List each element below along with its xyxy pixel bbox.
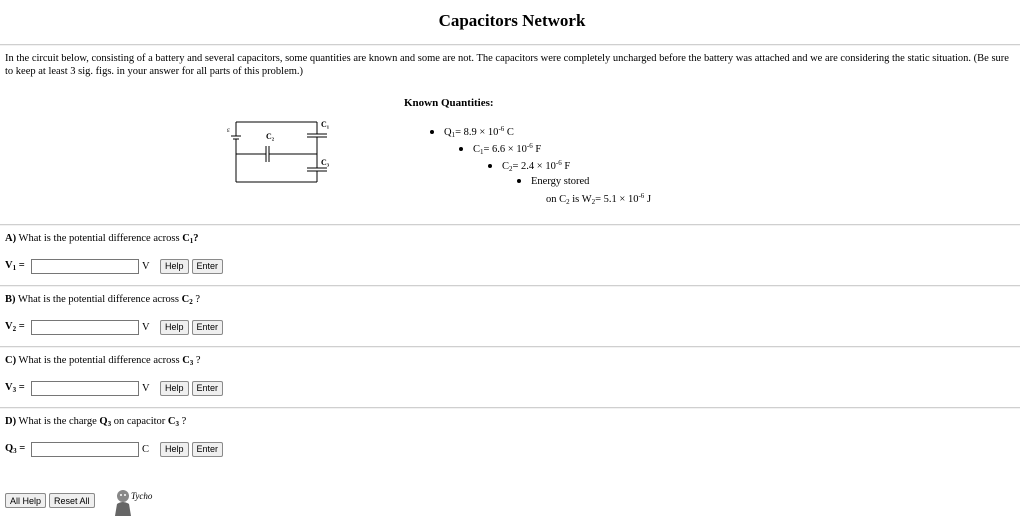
help-button-a[interactable]: Help — [160, 259, 189, 274]
answer-row-d — [5, 441, 226, 457]
unit-label-d: C — [142, 443, 150, 455]
answer-row-c — [5, 380, 226, 396]
bullet-icon — [459, 147, 463, 151]
divider — [0, 407, 1020, 409]
tycho-logo-text: Tycho — [131, 491, 153, 501]
divider — [0, 44, 1020, 46]
known-quantities-heading: Known Quantities: — [404, 97, 494, 109]
divider — [0, 224, 1020, 226]
circuit-diagram — [222, 112, 342, 187]
question-b: B) What is the potential difference across $C_2$ ? — [5, 294, 200, 306]
answer-row-b — [5, 319, 226, 335]
known-c2: $C_2= 2.4 \times 10^{-6}$ F — [488, 159, 570, 173]
unit-label-a: V — [142, 260, 150, 272]
unit-label-c: V — [142, 382, 150, 394]
reset-all-button[interactable]: Reset All — [49, 493, 95, 508]
enter-button-a[interactable]: Enter — [192, 259, 224, 274]
c1-label: C₁ — [321, 120, 330, 129]
answer-label-a: $V_1$ = — [5, 260, 25, 272]
enter-button-c[interactable]: Enter — [192, 381, 224, 396]
answer-label-d: $Q_3$ = — [5, 443, 26, 455]
emf-label: ε — [227, 126, 230, 134]
problem-intro: In the circuit below, consisting of a battery and several capacitors, some quantities are known and some are not. The capacitors were completely uncharged before the battery was attached and we are considering the static situation. (Be sure to keep at least 3 sig. figs. in your answer for all parts of this problem.) — [5, 53, 1009, 77]
known-energy: Energy stored — [517, 176, 589, 187]
question-c: C) What is the potential difference across $C_3$ ? — [5, 355, 201, 367]
answer-input-b[interactable] — [31, 320, 139, 335]
enter-button-b[interactable]: Enter — [192, 320, 224, 335]
divider — [0, 285, 1020, 287]
question-a: A) What is the potential difference across $C_1$? — [5, 233, 199, 245]
known-q1: $Q_1= 8.9 \times 10^{-6}$ C — [430, 125, 514, 139]
enter-button-d[interactable]: Enter — [192, 442, 224, 457]
answer-row-a — [5, 258, 226, 274]
known-energy-value: on $C_2$ is $W_2= 5.1 \times 10^{-6}$ J — [546, 192, 652, 206]
known-c1: $C_1= 6.6 \times 10^{-6}$ F — [459, 142, 541, 156]
c2-label: C₂ — [266, 132, 275, 141]
answer-input-c[interactable] — [31, 381, 139, 396]
bullet-icon — [430, 130, 434, 134]
c3-label: C₃ — [321, 158, 330, 167]
bullet-icon — [488, 164, 492, 168]
answer-input-a[interactable] — [31, 259, 139, 274]
unit-label-b: V — [142, 321, 150, 333]
bottom-controls — [5, 493, 98, 508]
help-button-c[interactable]: Help — [160, 381, 189, 396]
divider — [0, 346, 1020, 348]
help-button-b[interactable]: Help — [160, 320, 189, 335]
answer-label-c: $V_3$ = — [5, 382, 25, 394]
all-help-button[interactable]: All Help — [5, 493, 46, 508]
page-title: Capacitors Network — [438, 11, 586, 30]
answer-label-b: $V_2$ = — [5, 321, 25, 333]
bullet-icon — [517, 179, 521, 183]
answer-input-d[interactable] — [31, 442, 139, 457]
question-d: D) What is the charge $Q_3$ on capacitor $C_3$ ? — [5, 416, 187, 428]
help-button-d[interactable]: Help — [160, 442, 189, 457]
